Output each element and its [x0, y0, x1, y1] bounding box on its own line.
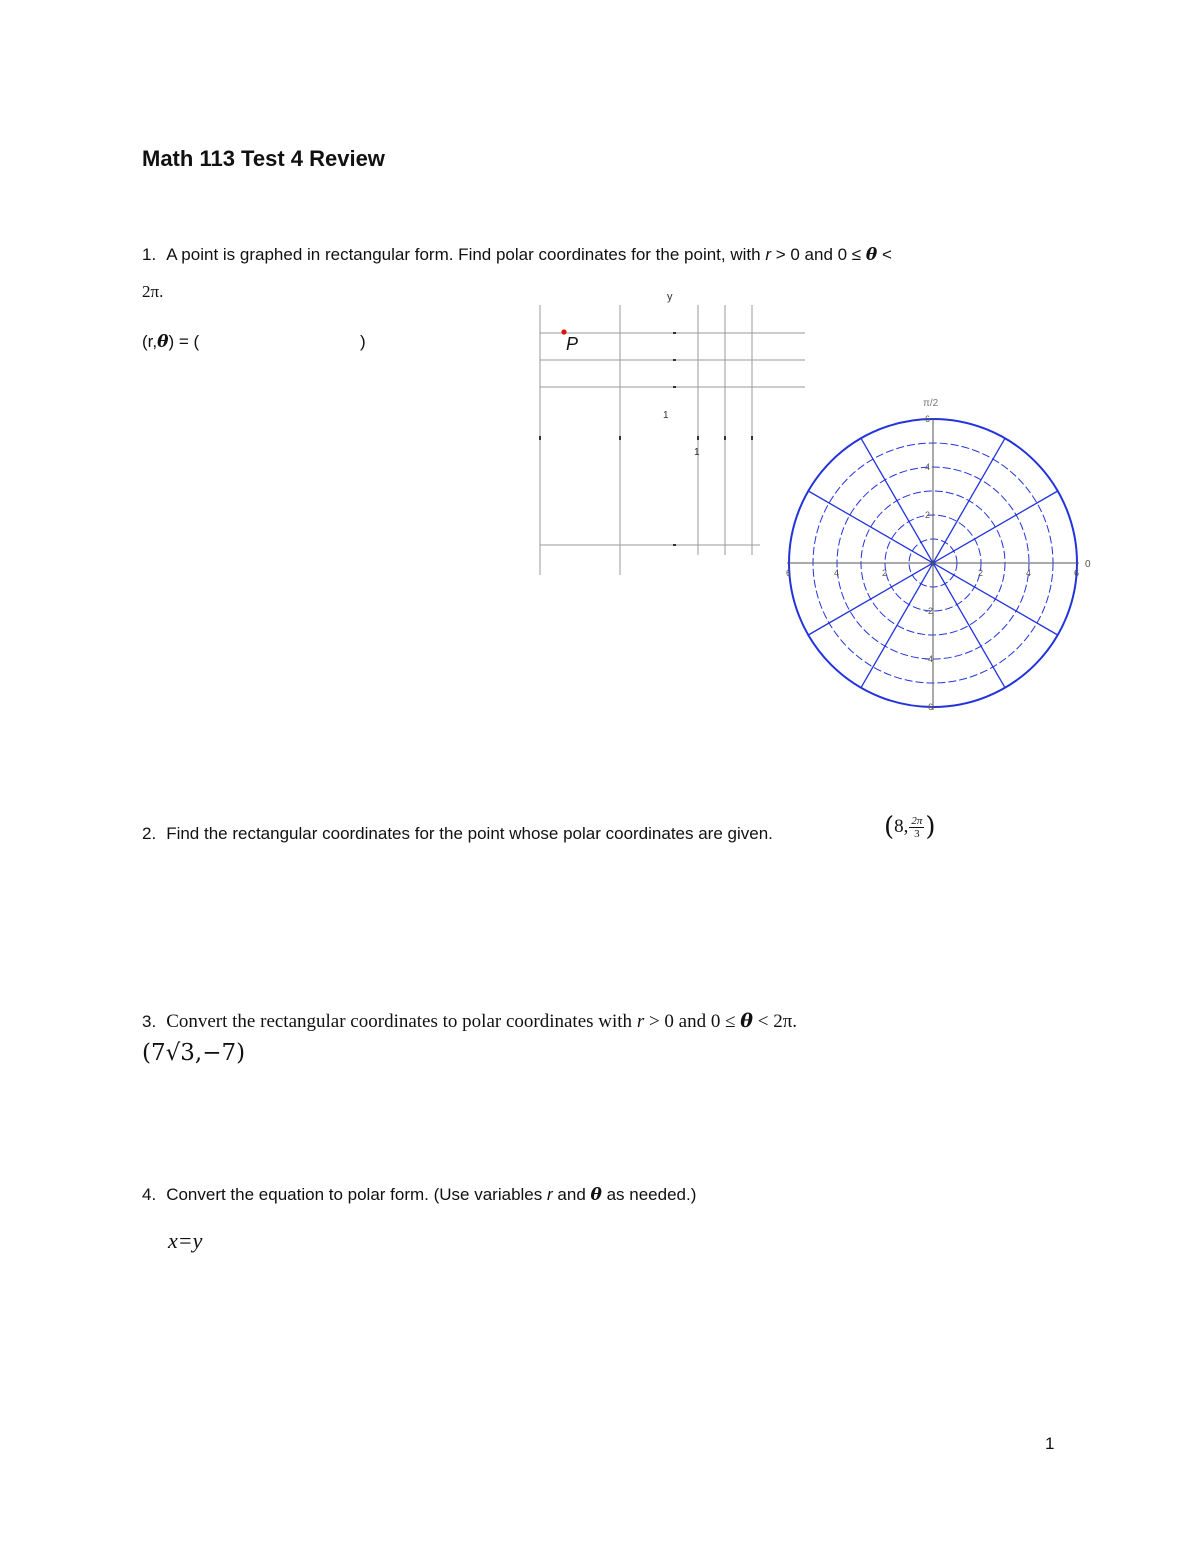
polar-radial-label: -6	[925, 702, 934, 712]
r-variable: r	[765, 245, 771, 264]
equation: x=y	[168, 1228, 203, 1253]
question-3	[142, 1010, 797, 1033]
polar-x-label: 4	[834, 568, 840, 578]
polar-radial-label: 6	[925, 414, 931, 424]
x-tick-label: 1	[694, 447, 700, 458]
polar-graph	[775, 390, 1095, 720]
polar-x-label: 6	[1074, 568, 1080, 578]
answer-mid: ) = (	[168, 332, 200, 351]
polar-x-label: 6	[786, 568, 792, 578]
two-pi: 2π.	[142, 282, 164, 301]
question-number: 3.	[142, 1012, 157, 1031]
r-value: 8,	[894, 816, 909, 837]
page-title: Math 113 Test 4 Review	[142, 146, 385, 171]
answer-theta: θ	[157, 332, 169, 352]
r-variable: r	[547, 1185, 553, 1204]
answer-open: (r,	[142, 332, 158, 351]
question-number: 1.	[142, 245, 157, 264]
axis-tick-marks	[539, 332, 753, 546]
polar-radial-label: -4	[925, 654, 934, 664]
point-p-label: P	[566, 334, 579, 354]
open-paren: (	[884, 812, 895, 842]
polar-radial-label: -2	[925, 606, 934, 616]
question-4	[142, 1185, 696, 1205]
fraction-denominator: 3	[914, 827, 920, 840]
angle-fraction	[909, 815, 924, 840]
less-than: <	[881, 245, 892, 264]
question-2-text: Find the rectangular coordinates for the point whose polar coordinates are given.	[166, 824, 773, 843]
and-word: and	[557, 1185, 586, 1204]
question-2-polar-coords	[884, 812, 936, 842]
angle-label-pi-over-2: π/2	[923, 398, 939, 409]
question-number: 4.	[142, 1185, 157, 1204]
r-variable: r	[636, 1011, 645, 1032]
theta-variable: θ	[740, 1010, 753, 1032]
question-2	[142, 824, 773, 844]
answer-line	[142, 332, 199, 352]
question-3-condition: > 0 and 0 ≤	[648, 1011, 736, 1032]
theta-variable: θ	[865, 245, 878, 265]
question-4-text: Convert the equation to polar form. (Use variables	[166, 1185, 543, 1204]
answer-close: )	[360, 332, 366, 351]
question-1-condition: > 0 and 0 ≤	[775, 245, 862, 264]
question-number: 2.	[142, 824, 157, 843]
polar-x-label: 4	[1026, 568, 1032, 578]
close-paren: )	[925, 812, 936, 842]
page-number: 1	[1045, 1434, 1055, 1453]
polar-radial-label: 4	[925, 462, 931, 472]
polar-x-label: 2	[978, 568, 984, 578]
grid-lines	[540, 305, 805, 575]
polar-x-label: 2	[882, 568, 888, 578]
question-3-coordinates: (7√3,−7)	[142, 1040, 246, 1066]
question-3-text: Convert the rectangular coordinates to polar coordinates with	[166, 1011, 633, 1032]
question-4-text-end: as needed.)	[606, 1185, 697, 1204]
question-1	[142, 245, 892, 265]
y-axis-label: y	[667, 291, 673, 303]
question-3-condition-end: < 2π.	[757, 1011, 798, 1032]
polar-radial-label: 2	[925, 510, 931, 520]
theta-variable: θ	[590, 1185, 602, 1205]
y-tick-label: 1	[663, 410, 669, 421]
question-1-text: A point is graphed in rectangular form. Find polar coordinates for the point, with	[166, 245, 761, 264]
fraction-numerator: 2π	[911, 814, 923, 827]
angle-label-zero: 0	[1085, 559, 1091, 570]
